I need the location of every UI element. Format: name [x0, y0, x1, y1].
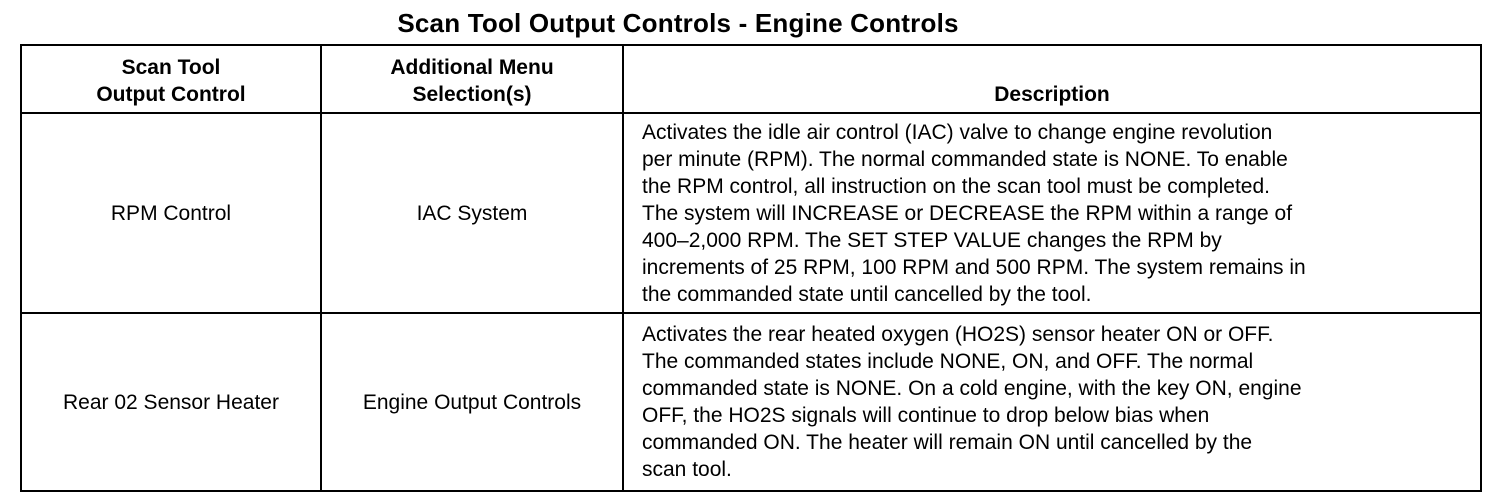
table-row: [21, 313, 1481, 491]
description-line: Activates the idle air control (IAC) valve to change engine revolution: [642, 120, 1273, 144]
header-line: Scan Tool: [121, 56, 221, 79]
description-line: The system will INCREASE or DECREASE the RPM within a range of: [642, 201, 1293, 225]
output-controls-table: [20, 44, 1482, 492]
header-line: Output Control: [96, 83, 246, 106]
menu-selection-cell: Engine Output Controls: [321, 313, 623, 491]
description-cell: [623, 313, 1481, 491]
page-title: Scan Tool Output Controls - Engine Controls: [397, 8, 959, 38]
header-line: Additional Menu: [390, 56, 554, 79]
output-control-cell: Rear 02 Sensor Heater: [21, 313, 321, 491]
header-line: Selection(s): [412, 83, 532, 106]
description-line: commanded ON. The heater will remain ON until cancelled by the: [642, 431, 1253, 454]
table-header-row: [21, 45, 1481, 113]
menu-selection-cell: IAC System: [321, 113, 623, 313]
header-line: Description: [994, 83, 1110, 106]
header-menu-selection: [321, 45, 623, 113]
header-description: [623, 45, 1481, 113]
description-line: OFF, the HO2S signals will continue to drop below bias when: [642, 404, 1210, 427]
description-line: The commanded states include NONE, ON, and OFF. The normal: [642, 350, 1254, 373]
description-line: increments of 25 RPM, 100 RPM and 500 RPM. The system remains in: [642, 255, 1306, 279]
description-line: the commanded state until cancelled by the tool.: [642, 282, 1092, 306]
description-line: the RPM control, all instruction on the scan tool must be completed.: [642, 174, 1270, 198]
description-line: 400–2,000 RPM. The SET STEP VALUE changes the RPM by: [642, 228, 1222, 252]
header-output-control: [21, 45, 321, 113]
description-line: commanded state is NONE. On a cold engine, with the key ON, engine: [642, 377, 1302, 400]
description-line: scan tool.: [642, 458, 732, 481]
output-control-cell: RPM Control: [21, 113, 321, 313]
table-row: [21, 113, 1481, 313]
description-line: Activates the rear heated oxygen (HO2S) sensor heater ON or OFF.: [642, 323, 1274, 346]
description-cell: [623, 113, 1481, 313]
description-line: per minute (RPM). The normal commanded state is NONE. To enable: [642, 147, 1288, 171]
